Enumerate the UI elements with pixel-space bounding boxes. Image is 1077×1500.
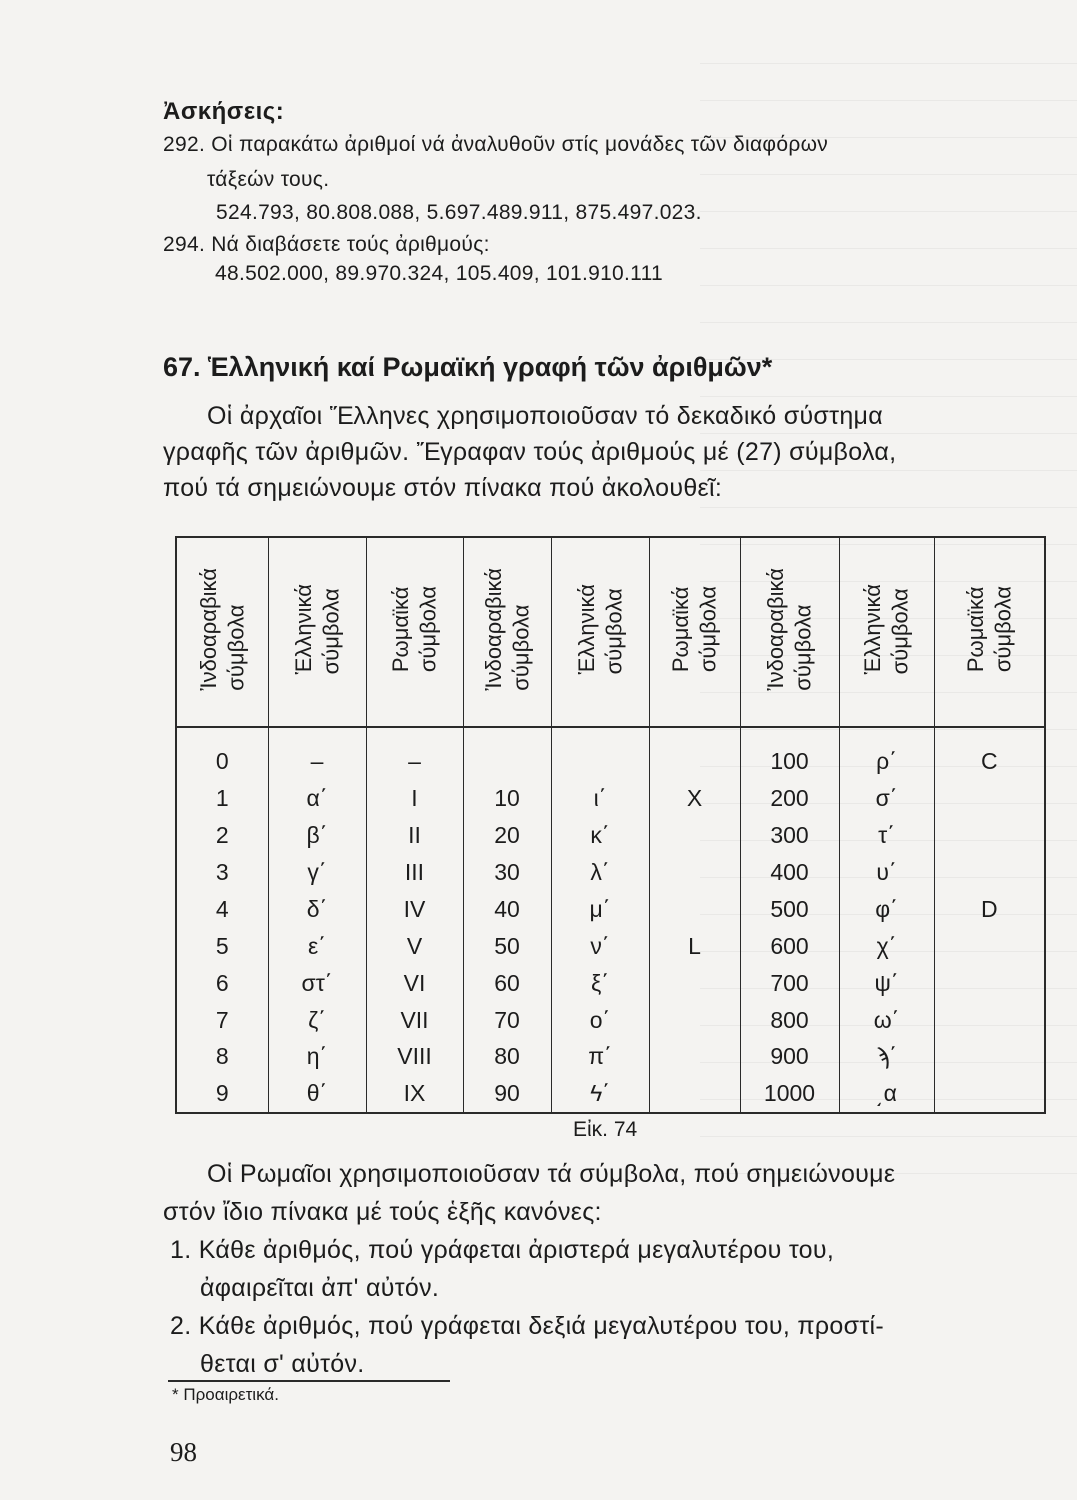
- table-cell: θ΄: [268, 1075, 366, 1113]
- roman-intro-line-2: στόν ἴδιο πίνακα μέ τούς ἑξῆς κανόνες:: [163, 1198, 602, 1226]
- table-cell: VII: [366, 1001, 463, 1038]
- table-cell: 100: [740, 727, 839, 779]
- table-cell: 1000: [740, 1075, 839, 1113]
- intro-line-2: γραφῆς τῶν ἀριθμῶν. Ἔγραφαν τούς ἀριθμούς μέ (27) σύμβολα,: [163, 438, 897, 466]
- table-row: [176, 853, 1045, 890]
- table-cell: 700: [740, 964, 839, 1001]
- roman-intro-line-1: Οἱ Ρωμαῖοι χρησιμοποιοῦσαν τά σύμβολα, πού σημειώνουμε: [207, 1160, 896, 1188]
- table-cell: ζ΄: [268, 1001, 366, 1038]
- table-cell: γ΄: [268, 853, 366, 890]
- table-cell: 8: [176, 1038, 268, 1075]
- intro-line-3: πού τά σημειώνουμε στόν πίνακα πού ἀκολουθεῖ:: [163, 474, 723, 502]
- table-cell: ͵α: [839, 1075, 934, 1113]
- table-cell: I: [366, 779, 463, 816]
- table-row: [176, 1038, 1045, 1075]
- table-cell: ω΄: [839, 1001, 934, 1038]
- exercise-294-line: 294. Νά διαβάσετε τούς ἀριθμούς:: [163, 233, 490, 256]
- table-cell: IX: [366, 1075, 463, 1113]
- table-cell: [649, 890, 740, 927]
- exercise-292-numbers: 524.793, 80.808.088, 5.697.489.911, 875.497.023.: [216, 201, 702, 224]
- table-cell: ν΄: [551, 927, 649, 964]
- table-cell: 6: [176, 964, 268, 1001]
- table-cell: [551, 727, 649, 779]
- table-cell: 50: [463, 927, 551, 964]
- table-cell: π΄: [551, 1038, 649, 1075]
- table-cell: [934, 1075, 1045, 1113]
- exercises-heading: Ἀσκήσεις:: [163, 98, 285, 125]
- table-cell: 70: [463, 1001, 551, 1038]
- table-cell: δ΄: [268, 890, 366, 927]
- table-cell: 600: [740, 927, 839, 964]
- table-cell: φ΄: [839, 890, 934, 927]
- table-cell: X: [649, 779, 740, 816]
- table-cell: 30: [463, 853, 551, 890]
- table-cell: χ΄: [839, 927, 934, 964]
- table-cell: VIII: [366, 1038, 463, 1075]
- table-cell: 1: [176, 779, 268, 816]
- table-cell: 4: [176, 890, 268, 927]
- table-cell: ψ΄: [839, 964, 934, 1001]
- table-cell: κ΄: [551, 816, 649, 853]
- column-header: Ἰνδοαραβικά σύμβολα: [463, 537, 551, 727]
- column-header: Ρωμαϊκά σύμβολα: [366, 537, 463, 727]
- table-cell: [934, 816, 1045, 853]
- table-cell: τ΄: [839, 816, 934, 853]
- table-cell: 3: [176, 853, 268, 890]
- table-cell: –: [268, 727, 366, 779]
- table-row: [176, 1001, 1045, 1038]
- table-cell: III: [366, 853, 463, 890]
- table-cell: β΄: [268, 816, 366, 853]
- table-cell: [934, 927, 1045, 964]
- column-header: Ἑλληνικά σύμβολα: [268, 537, 366, 727]
- table-cell: [649, 964, 740, 1001]
- table-cell: 0: [176, 727, 268, 779]
- table-cell: 500: [740, 890, 839, 927]
- footnote-divider: [168, 1380, 450, 1382]
- table-row: [176, 816, 1045, 853]
- table-cell: 400: [740, 853, 839, 890]
- table-cell: 80: [463, 1038, 551, 1075]
- table-cell: μ΄: [551, 890, 649, 927]
- table-cell: 60: [463, 964, 551, 1001]
- table-cell: [649, 816, 740, 853]
- roman-rule-2-cont: θεται σ' αὐτόν.: [200, 1350, 365, 1378]
- table-cell: ξ΄: [551, 964, 649, 1001]
- table-cell: 5: [176, 927, 268, 964]
- table-cell: 7: [176, 1001, 268, 1038]
- table-cell: ρ΄: [839, 727, 934, 779]
- intro-line-1: Οἱ ἀρχαῖοι Ἕλληνες χρησιμοποιοῦσαν τό δεκαδικό σύστημα: [207, 402, 883, 430]
- table-cell: 10: [463, 779, 551, 816]
- exercise-294-numbers: 48.502.000, 89.970.324, 105.409, 101.910.111: [215, 262, 663, 285]
- roman-rule-2: 2. Κάθε ἀριθμός, πού γράφεται δεξιά μεγαλυτέρου του, προστί-: [170, 1312, 885, 1340]
- page-number: 98: [170, 1437, 197, 1467]
- table-cell: [649, 1038, 740, 1075]
- table-cell: L: [649, 927, 740, 964]
- numeral-table: [175, 536, 1046, 1114]
- table-cell: [649, 1001, 740, 1038]
- table-cell: [463, 727, 551, 779]
- table-cell: 900: [740, 1038, 839, 1075]
- table-cell: [934, 964, 1045, 1001]
- table-cell: ϟ΄: [551, 1075, 649, 1113]
- table-cell: α΄: [268, 779, 366, 816]
- table-cell: 2: [176, 816, 268, 853]
- table-cell: ο΄: [551, 1001, 649, 1038]
- exercise-292-line-cont: τάξεών τους.: [207, 168, 330, 191]
- roman-rule-1-cont: ἀφαιρεῖται ἀπ' αὐτόν.: [200, 1274, 440, 1302]
- table-cell: ι΄: [551, 779, 649, 816]
- table-row: [176, 779, 1045, 816]
- table-cell: IV: [366, 890, 463, 927]
- table-cell: VI: [366, 964, 463, 1001]
- footnote: * Προαιρετικά.: [172, 1385, 279, 1404]
- table-row: [176, 964, 1045, 1001]
- figure-caption: Εἰκ. 74: [573, 1118, 638, 1141]
- table-cell: 90: [463, 1075, 551, 1113]
- table-cell: 9: [176, 1075, 268, 1113]
- table-cell: –: [366, 727, 463, 779]
- table-row: [176, 727, 1045, 779]
- column-header: Ἰνδοαραβικά σύμβολα: [740, 537, 839, 727]
- table-cell: σ΄: [839, 779, 934, 816]
- table-header-row: [176, 537, 1045, 727]
- table-cell: II: [366, 816, 463, 853]
- table-cell: ϡ΄: [839, 1038, 934, 1075]
- table-cell: V: [366, 927, 463, 964]
- table-cell: 800: [740, 1001, 839, 1038]
- table-cell: ε΄: [268, 927, 366, 964]
- table-cell: 200: [740, 779, 839, 816]
- table-cell: C: [934, 727, 1045, 779]
- table-cell: 20: [463, 816, 551, 853]
- section-title: 67. Ἑλληνική καί Ρωμαϊκή γραφή τῶν ἀριθμῶν*: [163, 352, 773, 382]
- table-cell: D: [934, 890, 1045, 927]
- table-row: [176, 890, 1045, 927]
- table-cell: [649, 853, 740, 890]
- column-header: Ρωμαϊκά σύμβολα: [934, 537, 1045, 727]
- column-header: Ἑλληνικά σύμβολα: [551, 537, 649, 727]
- table-cell: [934, 779, 1045, 816]
- exercise-292-line: 292. Οἱ παρακάτω ἀριθμοί νά ἀναλυθοῦν στίς μονάδες τῶν διαφόρων: [163, 133, 829, 156]
- table-cell: [649, 1075, 740, 1113]
- table-cell: [649, 727, 740, 779]
- table-cell: υ΄: [839, 853, 934, 890]
- table-cell: [934, 1038, 1045, 1075]
- column-header: Ἰνδοαραβικά σύμβολα: [176, 537, 268, 727]
- column-header: Ἑλληνικά σύμβολα: [839, 537, 934, 727]
- roman-rule-1: 1. Κάθε ἀριθμός, πού γράφεται ἀριστερά μεγαλυτέρου του,: [170, 1236, 835, 1264]
- table-cell: στ΄: [268, 964, 366, 1001]
- table-cell: [934, 1001, 1045, 1038]
- table-cell: η΄: [268, 1038, 366, 1075]
- table-row: [176, 927, 1045, 964]
- column-header: Ρωμαϊκά σύμβολα: [649, 537, 740, 727]
- table-cell: 300: [740, 816, 839, 853]
- table-cell: 40: [463, 890, 551, 927]
- table-cell: λ΄: [551, 853, 649, 890]
- table-cell: [934, 853, 1045, 890]
- table-row: [176, 1075, 1045, 1113]
